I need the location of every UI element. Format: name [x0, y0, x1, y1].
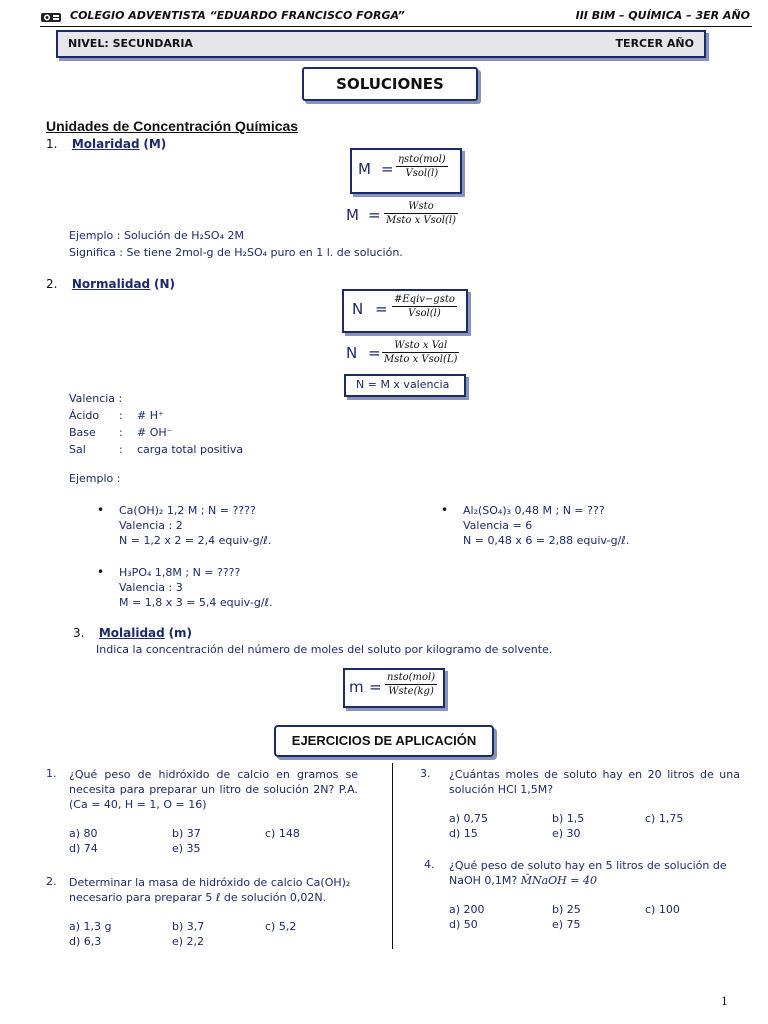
- row-value: # OH⁻: [137, 426, 173, 439]
- molaridad-meaning: Significa : Se tiene 2mol-g de H₂SO₄ puro en 1 l. de solución.: [69, 246, 403, 259]
- exercise-options: [69, 919, 358, 949]
- section-title: Unidades de Concentración Químicas: [46, 118, 299, 134]
- normalidad-formula-1: [342, 289, 468, 333]
- option-a: a) 80: [69, 827, 98, 840]
- fraction-denominator: Vsol(l): [405, 168, 439, 179]
- valencia-table: [69, 408, 329, 459]
- header-rule: [40, 26, 752, 27]
- option-e: e) 35: [172, 842, 201, 855]
- molaridad-label: Molaridad: [71, 137, 140, 151]
- equals-sign: =: [369, 678, 382, 696]
- exercise-text: ¿Cuántas moles de soluto hay en 20 litros de una solución HCl 1,5M?: [449, 768, 740, 796]
- valencia-label: Valencia :: [69, 392, 123, 405]
- ejemplo-label: Ejemplo :: [69, 472, 121, 485]
- row-name: Sal: [69, 443, 86, 456]
- fraction-denominator: M̄sto x Vsol(l): [386, 215, 456, 226]
- formula-lhs: M: [358, 160, 371, 178]
- year-label: TERCER AÑO: [615, 37, 694, 50]
- exercise-4: [424, 858, 740, 932]
- molaridad-formula-2: [346, 200, 476, 232]
- valencia-row-acido: [69, 408, 329, 425]
- molaridad-number: 1.: [46, 137, 58, 151]
- molalidad-number: 3.: [73, 626, 85, 640]
- school-logo-icon: [40, 10, 62, 24]
- formula-fraction: [385, 671, 437, 698]
- option-b: b) 37: [172, 827, 201, 840]
- school-name: COLEGIO ADVENTISTA “EDUARDO FRANCISCO FORGA”: [70, 9, 405, 22]
- option-d: d) 15: [449, 827, 478, 840]
- exercise-number: 1.: [46, 767, 57, 780]
- formula-fraction: [384, 200, 458, 227]
- fraction-denominator: M̄sto x Vsol(L): [384, 354, 458, 365]
- molaridad-example: Ejemplo : Solución de H₂SO₄ 2M: [69, 229, 244, 242]
- exercise-options: [449, 811, 740, 841]
- row-name: Ácido: [69, 409, 100, 422]
- option-b: b) 3,7: [172, 920, 205, 933]
- example-line: Valencia : 2: [119, 519, 183, 532]
- option-c: c) 100: [645, 903, 680, 916]
- exercises-title-box: [274, 725, 494, 757]
- formula-fraction: [382, 339, 459, 366]
- page-title: SOLUCIONES: [336, 75, 444, 93]
- example-line: • H₃PO₄ 1,8M ; N = ????: [119, 566, 241, 579]
- option-e: e) 30: [552, 827, 581, 840]
- row-value: # H⁺: [137, 409, 164, 422]
- level-label: NIVEL: SECUNDARIA: [68, 37, 193, 50]
- page-number: 1: [721, 995, 728, 1008]
- row-name: Base: [69, 426, 96, 439]
- formula-fraction: [396, 153, 448, 180]
- molalidad-label: Molalidad: [98, 626, 165, 640]
- fraction-denominator: Wste(kg): [388, 686, 434, 697]
- fraction-denominator: Vsol(l): [408, 308, 441, 319]
- option-a: a) 200: [449, 903, 485, 916]
- level-bar: [56, 30, 706, 58]
- molalidad-desc: Indica la concentración del número de moles del soluto por kilogramo de solvente.: [96, 643, 553, 656]
- molalidad-formula: [343, 668, 445, 708]
- example-line: Valencia : 3: [119, 581, 183, 594]
- fraction-numerator: Wsto x Val: [382, 339, 459, 353]
- exercise-number: 4.: [424, 858, 435, 871]
- valencia-row-base: [69, 425, 329, 442]
- equals-sign: =: [375, 300, 388, 318]
- option-e: e) 2,2: [172, 935, 205, 948]
- exercise-number: 3.: [420, 767, 431, 780]
- row-sep: :: [119, 426, 123, 439]
- page-title-box: [302, 67, 478, 101]
- example-1: [119, 503, 359, 548]
- fraction-numerator: nsto(mol): [387, 672, 436, 683]
- formula-lhs: m: [349, 678, 364, 696]
- molaridad-heading: [46, 137, 166, 151]
- exercise-1: [46, 767, 358, 856]
- normalidad-formula-2: [346, 339, 476, 371]
- option-c: c) 5,2: [265, 920, 297, 933]
- option-d: d) 74: [69, 842, 98, 855]
- equals-sign: =: [381, 160, 394, 178]
- formula-lhs: N: [352, 300, 364, 318]
- equals-sign: =: [368, 344, 381, 362]
- example-3: [119, 565, 359, 610]
- exercise-text-wrap: [449, 858, 740, 888]
- formula-lhs: N: [346, 344, 358, 362]
- option-b: b) 1,5: [552, 812, 585, 825]
- formula-lhs: M: [346, 206, 359, 224]
- molalidad-heading: [73, 626, 192, 640]
- example-line: • Al₂(SO₄)₃ 0,48 M ; N = ???: [463, 504, 605, 517]
- exercises-title: EJERCICIOS DE APLICACIÓN: [291, 733, 477, 748]
- exercise-text: ¿Qué peso de soluto hay en 5 litros de solución de NaOH 0,1M?: [449, 859, 727, 887]
- valencia-row-sal: [69, 442, 329, 459]
- exercise-3: [420, 767, 740, 841]
- term-label: III BIM – QUÍMICA – 3ER AÑO: [575, 9, 750, 22]
- example-line: N = 1,2 x 2 = 2,4 equiv-g/ℓ.: [119, 534, 272, 547]
- option-e: e) 75: [552, 918, 581, 931]
- example-2: [463, 503, 713, 548]
- normalidad-formula-3: [344, 374, 466, 397]
- fraction-numerator: ηsto(mol): [398, 154, 446, 165]
- formula-text: N = M x valencia: [356, 378, 450, 391]
- option-c: c) 148: [265, 827, 300, 840]
- option-b: b) 25: [552, 903, 581, 916]
- option-c: c) 1,75: [645, 812, 684, 825]
- exercise-2: [46, 875, 358, 949]
- molalidad-symbol: (m): [168, 626, 193, 640]
- option-a: a) 0,75: [449, 812, 489, 825]
- molaridad-symbol: (M): [143, 137, 167, 151]
- column-divider: [392, 763, 393, 949]
- example-line: N = 0,48 x 6 = 2,88 equiv-g/ℓ.: [463, 534, 630, 547]
- option-d: d) 50: [449, 918, 478, 931]
- normalidad-heading: [46, 277, 175, 291]
- fraction-numerator: #Eqiv−gsto: [394, 294, 455, 305]
- exercise-options: [449, 902, 740, 932]
- row-value: carga total positiva: [137, 443, 244, 456]
- example-line: Valencia = 6: [463, 519, 533, 532]
- exercise-text: Determinar la masa de hidróxido de calcio Ca(OH)₂ necesario para preparar 5 ℓ de solución 0,02N.: [69, 876, 351, 904]
- normalidad-label: Normalidad: [71, 277, 151, 291]
- normalidad-number: 2.: [46, 277, 58, 291]
- exercise-options: [69, 826, 358, 856]
- molaridad-formula-1: [350, 148, 462, 194]
- equals-sign: =: [368, 206, 381, 224]
- formula-fraction: [392, 293, 457, 320]
- exercise-text: ¿Qué peso de hidróxido de calcio en gramos se necesita para preparar un litro de solución 2N? P.A.(Ca = 40, H = 1, O = 16): [69, 768, 358, 811]
- row-sep: :: [119, 443, 123, 456]
- fraction-numerator: Wsto: [384, 200, 458, 214]
- exercise-text-tail: M̄NaOH = 40: [520, 874, 597, 887]
- row-sep: :: [119, 409, 123, 422]
- option-d: d) 6,3: [69, 935, 102, 948]
- normalidad-symbol: (N): [153, 277, 175, 291]
- example-line: • Ca(OH)₂ 1,2 M ; N = ????: [119, 504, 256, 517]
- exercise-number: 2.: [46, 875, 57, 888]
- example-line: M = 1,8 x 3 = 5,4 equiv-g/ℓ.: [119, 596, 273, 609]
- option-a: a) 1,3 g: [69, 920, 112, 933]
